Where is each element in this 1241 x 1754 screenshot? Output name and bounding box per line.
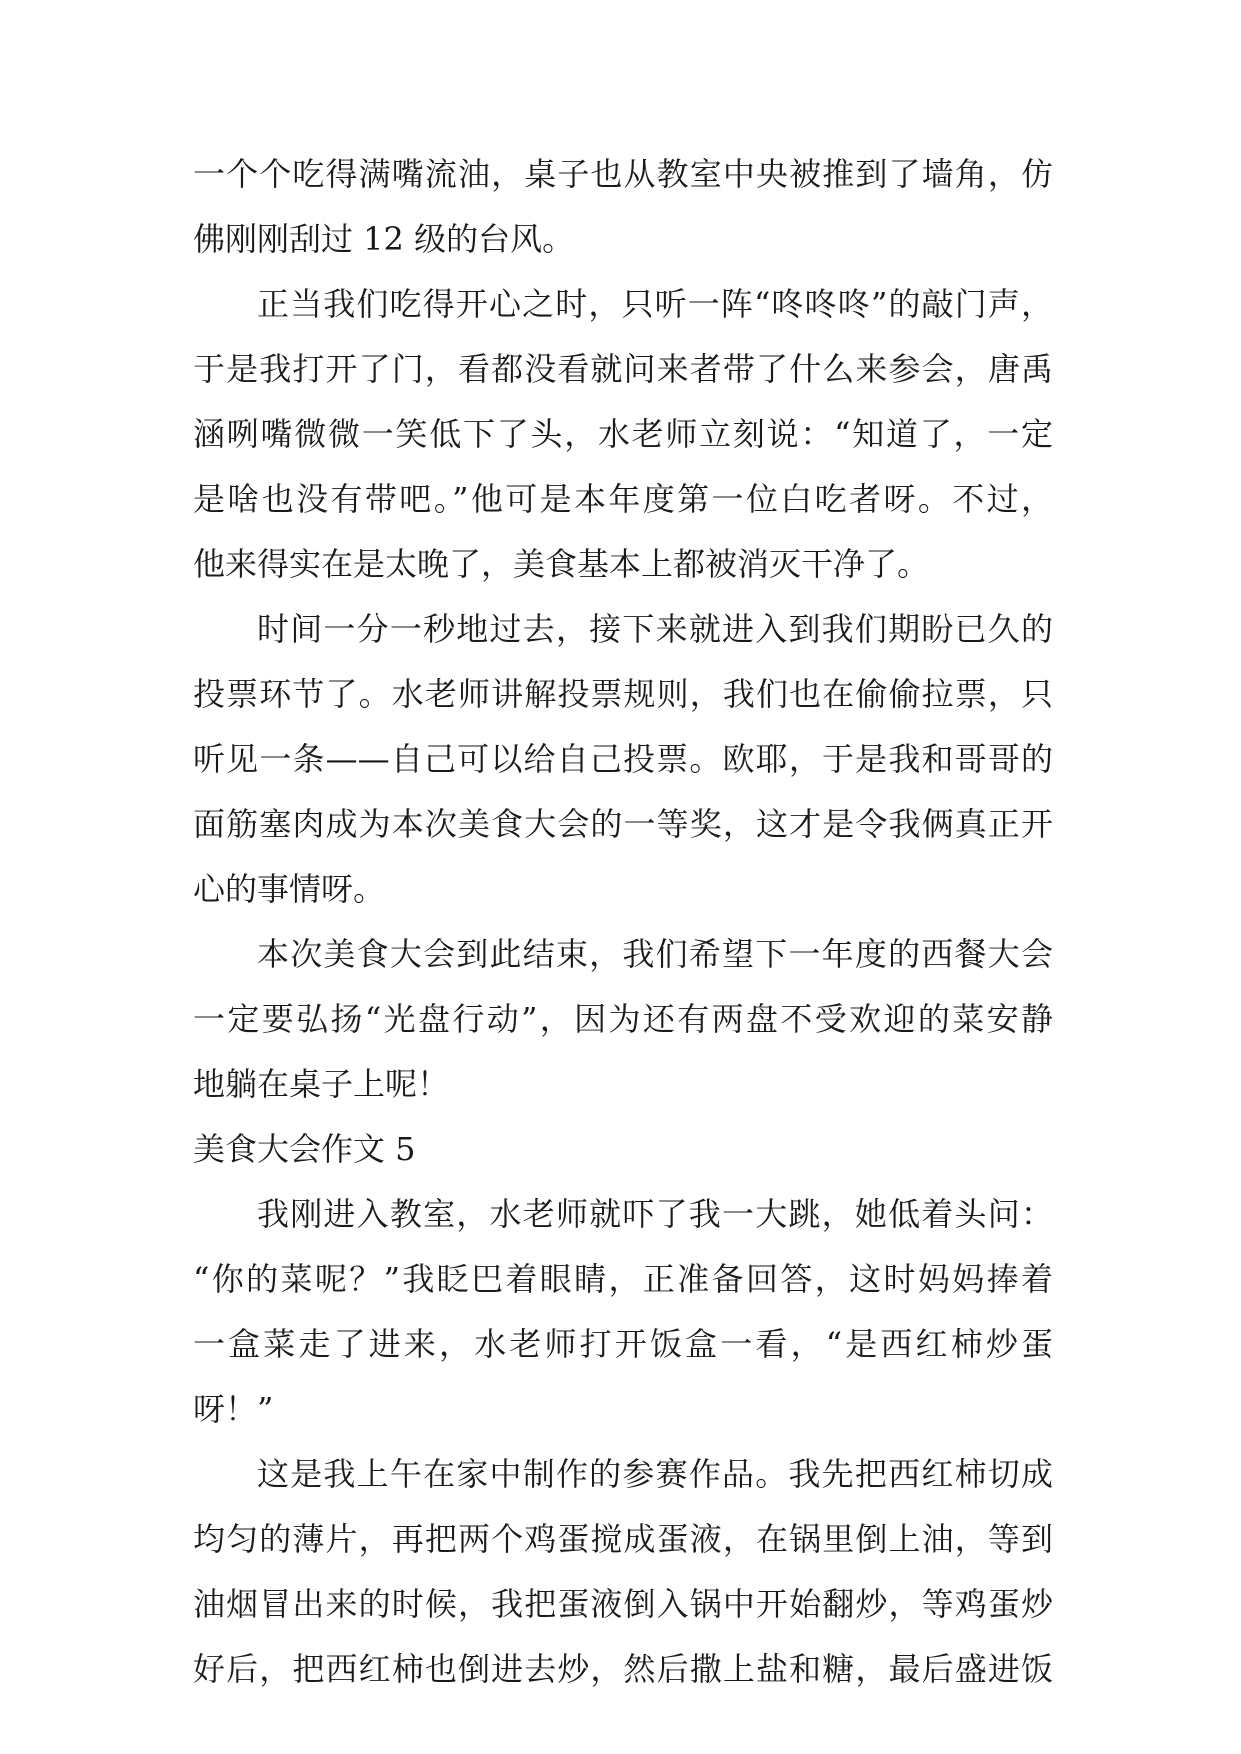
paragraph-line: 油烟冒出来的时候，我把蛋液倒入锅中开始翻炒，等鸡蛋炒 bbox=[193, 1585, 1053, 1623]
paragraph-line: 一个个吃得满嘴流油，桌子也从教室中央被推到了墙角，仿 bbox=[193, 155, 1053, 193]
paragraph-line: 一定要弘扬“光盘行动”，因为还有两盘不受欢迎的菜安静 bbox=[193, 1000, 1053, 1038]
paragraph-line: 这是我上午在家中制作的参赛作品。我先把西红柿切成 bbox=[257, 1455, 1053, 1493]
paragraph-line: 我刚进入教室，水老师就吓了我一大跳，她低着头问： bbox=[257, 1195, 1053, 1233]
paragraph-line: 本次美食大会到此结束，我们希望下一年度的西餐大会 bbox=[257, 935, 1053, 973]
paragraph-line: 地躺在桌子上呢！ bbox=[193, 1065, 450, 1103]
paragraph-line: 均匀的薄片，再把两个鸡蛋搅成蛋液，在锅里倒上油，等到 bbox=[193, 1520, 1053, 1558]
paragraph-line: 一盒菜走了进来，水老师打开饭盒一看，“是西红柿炒蛋 bbox=[193, 1325, 1053, 1363]
paragraph-line: 佛刚刚刮过 12 级的台风。 bbox=[193, 220, 575, 258]
paragraph-line: 他来得实在是太晚了，美食基本上都被消灭干净了。 bbox=[193, 545, 930, 583]
paragraph-line: 时间一分一秒地过去，接下来就进入到我们期盼已久的 bbox=[257, 610, 1053, 648]
paragraph-line: 好后，把西红柿也倒进去炒，然后撒上盐和糖，最后盛进饭 bbox=[193, 1650, 1053, 1688]
paragraph-line: 心的事情呀。 bbox=[193, 870, 386, 908]
paragraph-line: 听见一条——自己可以给自己投票。欧耶，于是我和哥哥的 bbox=[193, 740, 1053, 778]
paragraph-line: “你的菜呢？”我眨巴着眼睛，正准备回答，这时妈妈捧着 bbox=[193, 1260, 1053, 1298]
section-heading: 美食大会作文 5 bbox=[193, 1130, 416, 1168]
paragraph-line: 是啥也没有带吧。”他可是本年度第一位白吃者呀。不过， bbox=[193, 480, 1053, 518]
paragraph-line: 涵咧嘴微微一笑低下了头，水老师立刻说：“知道了，一定 bbox=[193, 415, 1053, 453]
paragraph-line: 正当我们吃得开心之时，只听一阵“咚咚咚”的敲门声， bbox=[257, 285, 1053, 323]
paragraph-line: 面筋塞肉成为本次美食大会的一等奖，这才是令我俩真正开 bbox=[193, 805, 1053, 843]
paragraph-line: 于是我打开了门，看都没看就问来者带了什么来参会，唐禹 bbox=[193, 350, 1053, 388]
paragraph-line: 呀！” bbox=[193, 1390, 274, 1428]
paragraph-line: 投票环节了。水老师讲解投票规则，我们也在偷偷拉票，只 bbox=[193, 675, 1053, 713]
